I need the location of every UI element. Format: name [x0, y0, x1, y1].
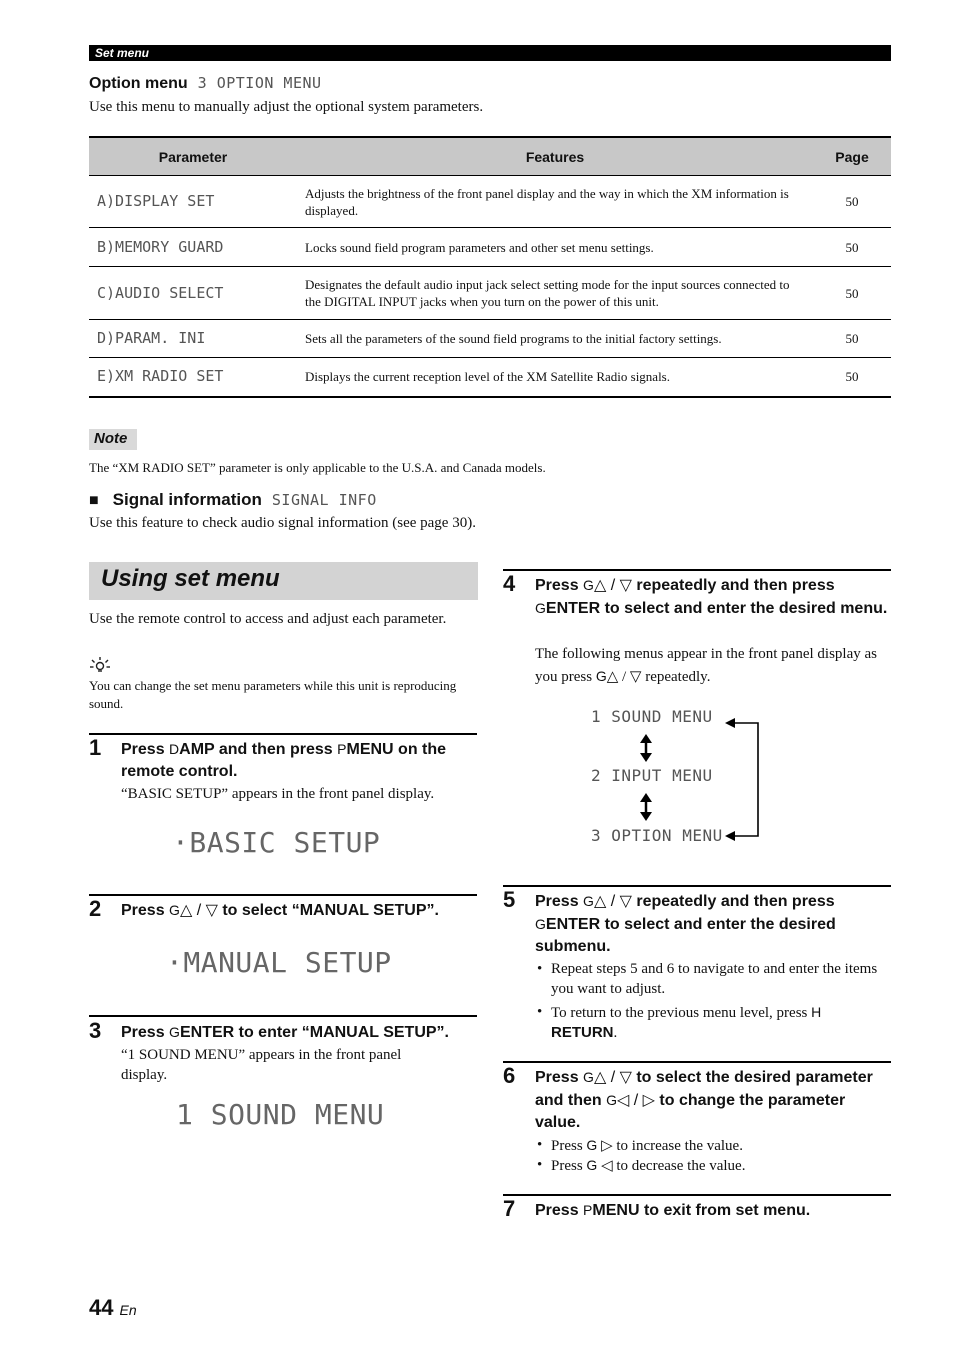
- enter-button-label: ENTER: [545, 600, 601, 617]
- enter-button-label: ENTER: [545, 916, 601, 933]
- amp-button-label: AMP: [179, 741, 215, 758]
- up-down-cycle-arrows-icon: [636, 730, 656, 830]
- option-parameter-table: [89, 136, 891, 398]
- step-4-instruction: Press G△ / ▽ repeatedly and then press GENTER to select and enter the desired menu.: [535, 577, 888, 617]
- up-down-arrow-icons: △ / ▽: [606, 669, 642, 685]
- using-set-menu-banner: [89, 562, 478, 600]
- step-3-instruction: Press GENTER to enter “MANUAL SETUP”.: [121, 1024, 449, 1041]
- step-7-instruction: Press PMENU to exit from set menu.: [535, 1202, 811, 1219]
- table-row: [89, 320, 891, 358]
- tip-lightbulb-icon: [89, 656, 111, 674]
- loop-back-arrow-icon: [722, 712, 764, 844]
- step-divider: [89, 733, 477, 735]
- menu-item-option: 3 OPTION MENU: [591, 826, 723, 845]
- step-divider: [503, 885, 891, 887]
- step-number: 3: [89, 1018, 102, 1043]
- page-cell: 50: [813, 267, 891, 320]
- remote-key-g-icon: G: [595, 668, 607, 684]
- remote-key-g-icon: G: [169, 1024, 180, 1040]
- table-row: [89, 267, 891, 320]
- step-5-bullet-2: To return to the previous menu level, press H RETURN.: [551, 1004, 822, 1041]
- remote-key-g-icon: G: [583, 893, 594, 909]
- feature-cell: Locks sound field program parameters and other set menu settings.: [297, 228, 813, 267]
- column-header-page: Page: [813, 137, 891, 176]
- left-right-arrow-icons: ◁ / ▷: [617, 1092, 655, 1109]
- step-6-bullet-2: Press G ◁ to decrease the value.: [551, 1157, 746, 1174]
- remote-key-h-icon: H: [811, 1004, 822, 1020]
- return-button-label: RETURN: [551, 1024, 614, 1041]
- note-label-box: [89, 429, 137, 450]
- feature-cell: Designates the default audio input jack select setting mode for the input sources connected to the DIGITAL INPUT jacks when you turn on the power of this unit.: [297, 267, 813, 320]
- step-number: 6: [503, 1063, 516, 1088]
- remote-key-g-icon: G: [586, 1137, 598, 1153]
- step-4-body: The following menus appear in the front panel display as you press G△ / ▽ repeatedly.: [535, 646, 877, 685]
- lcd-manual-setup: ·MANUAL SETUP: [166, 946, 392, 979]
- param-cell: B)MEMORY GUARD: [89, 228, 297, 267]
- table-row: [89, 358, 891, 397]
- up-down-arrow-icons: △ / ▽: [593, 893, 632, 910]
- table-row: [89, 228, 891, 267]
- language-code: En: [119, 1302, 137, 1318]
- step-number: 4: [503, 571, 516, 596]
- option-menu-title: Option menu: [89, 75, 188, 92]
- step-1-body: “BASIC SETUP” appears in the front panel display.: [121, 786, 435, 802]
- step-number: 1: [89, 735, 102, 760]
- lcd-sound-menu: 1 SOUND MENU: [176, 1098, 385, 1131]
- remote-key-d-icon: D: [169, 741, 180, 757]
- page-cell: 50: [813, 176, 891, 228]
- remote-key-g-icon: G: [535, 600, 546, 616]
- bullet-square-icon: ■: [89, 492, 99, 509]
- remote-key-g-icon: G: [535, 916, 546, 932]
- up-down-arrow-icons: △ / ▽: [179, 902, 218, 919]
- menu-item-input: 2 INPUT MENU: [591, 766, 713, 785]
- note-text: The “XM RADIO SET” parameter is only applicable to the U.S.A. and Canada models.: [89, 460, 546, 475]
- step-number: 2: [89, 896, 102, 921]
- step-5-bullet-1: Repeat steps 5 and 6 to navigate to and enter the items you want to adjust.: [551, 961, 878, 997]
- signal-info-title: Signal information: [112, 490, 262, 509]
- left-arrow-icon: ◁: [601, 1158, 613, 1174]
- remote-key-g-icon: G: [583, 577, 594, 593]
- step-number: 7: [503, 1196, 516, 1221]
- up-down-arrow-icons: △ / ▽: [593, 1069, 632, 1086]
- page-footer: [89, 1295, 137, 1321]
- signal-info-description: Use this feature to check audio signal information (see page 30).: [89, 515, 476, 531]
- lcd-basic-setup: ·BASIC SETUP: [172, 826, 381, 859]
- table-row: [89, 176, 891, 228]
- feature-cell: Displays the current reception level of the XM Satellite Radio signals.: [297, 358, 813, 397]
- signal-info-heading: [89, 490, 377, 510]
- page-number: 44: [89, 1295, 114, 1320]
- step-3-body: “1 SOUND MENU” appears in the front panel display.: [121, 1047, 402, 1083]
- step-6-bullet-1: Press G ▷ to increase the value.: [551, 1137, 743, 1154]
- step-divider: [503, 1061, 891, 1063]
- param-cell: A)DISPLAY SET: [89, 176, 297, 228]
- option-menu-lcd: 3 OPTION MENU: [197, 74, 322, 92]
- param-cell: D)PARAM. INI: [89, 320, 297, 358]
- section-header-label: Set menu: [95, 46, 150, 60]
- column-header-features: Features: [297, 137, 813, 176]
- step-divider: [89, 894, 477, 896]
- note-label: Note: [94, 430, 128, 447]
- remote-key-g-icon: G: [606, 1092, 617, 1108]
- remote-key-g-icon: G: [169, 902, 180, 918]
- section-header-bar: [89, 45, 891, 61]
- step-1-instruction: Press DAMP and then press PMENU on the remote control.: [121, 741, 447, 780]
- right-arrow-icon: ▷: [601, 1138, 613, 1154]
- page-cell: 50: [813, 358, 891, 397]
- enter-button-label: ENTER: [179, 1024, 235, 1041]
- section-title: Using set menu: [101, 565, 280, 592]
- column-header-parameter: Parameter: [89, 137, 297, 176]
- option-menu-description: Use this menu to manually adjust the optional system parameters.: [89, 99, 484, 115]
- page-cell: 50: [813, 228, 891, 267]
- remote-key-p-icon: P: [583, 1202, 593, 1218]
- step-divider: [503, 569, 891, 571]
- param-cell: C)AUDIO SELECT: [89, 267, 297, 320]
- step-6-instruction: Press G△ / ▽ to select the desired parameter and then G◁ / ▷ to change the parameter value.: [535, 1069, 873, 1131]
- param-cell: E)XM RADIO SET: [89, 358, 297, 397]
- feature-cell: Adjusts the brightness of the front panel display and the way in which the XM information is displayed.: [297, 176, 813, 228]
- using-intro: Use the remote control to access and adjust each parameter.: [89, 611, 447, 627]
- page-cell: 50: [813, 320, 891, 358]
- up-down-arrow-icons: △ / ▽: [593, 577, 632, 594]
- remote-key-g-icon: G: [583, 1069, 594, 1085]
- menu-button-label: MENU: [592, 1202, 640, 1219]
- step-divider: [89, 1015, 477, 1017]
- remote-key-p-icon: P: [337, 741, 347, 757]
- menu-item-sound: 1 SOUND MENU: [591, 707, 713, 726]
- tip-text: You can change the set menu parameters while this unit is reproducing sound.: [89, 678, 457, 711]
- step-number: 5: [503, 887, 516, 912]
- step-5-instruction: Press G△ / ▽ repeatedly and then press GENTER to select and enter the desired submenu.: [535, 893, 836, 955]
- feature-cell: Sets all the parameters of the sound field programs to the initial factory settings.: [297, 320, 813, 358]
- remote-key-g-icon: G: [586, 1157, 598, 1173]
- menu-button-label: MENU: [346, 741, 394, 758]
- step-2-instruction: Press G△ / ▽ to select “MANUAL SETUP”.: [121, 902, 439, 919]
- option-menu-heading: [89, 74, 322, 93]
- step-divider: [503, 1194, 891, 1196]
- table-header-row: [89, 137, 891, 176]
- signal-info-lcd: SIGNAL INFO: [271, 491, 377, 509]
